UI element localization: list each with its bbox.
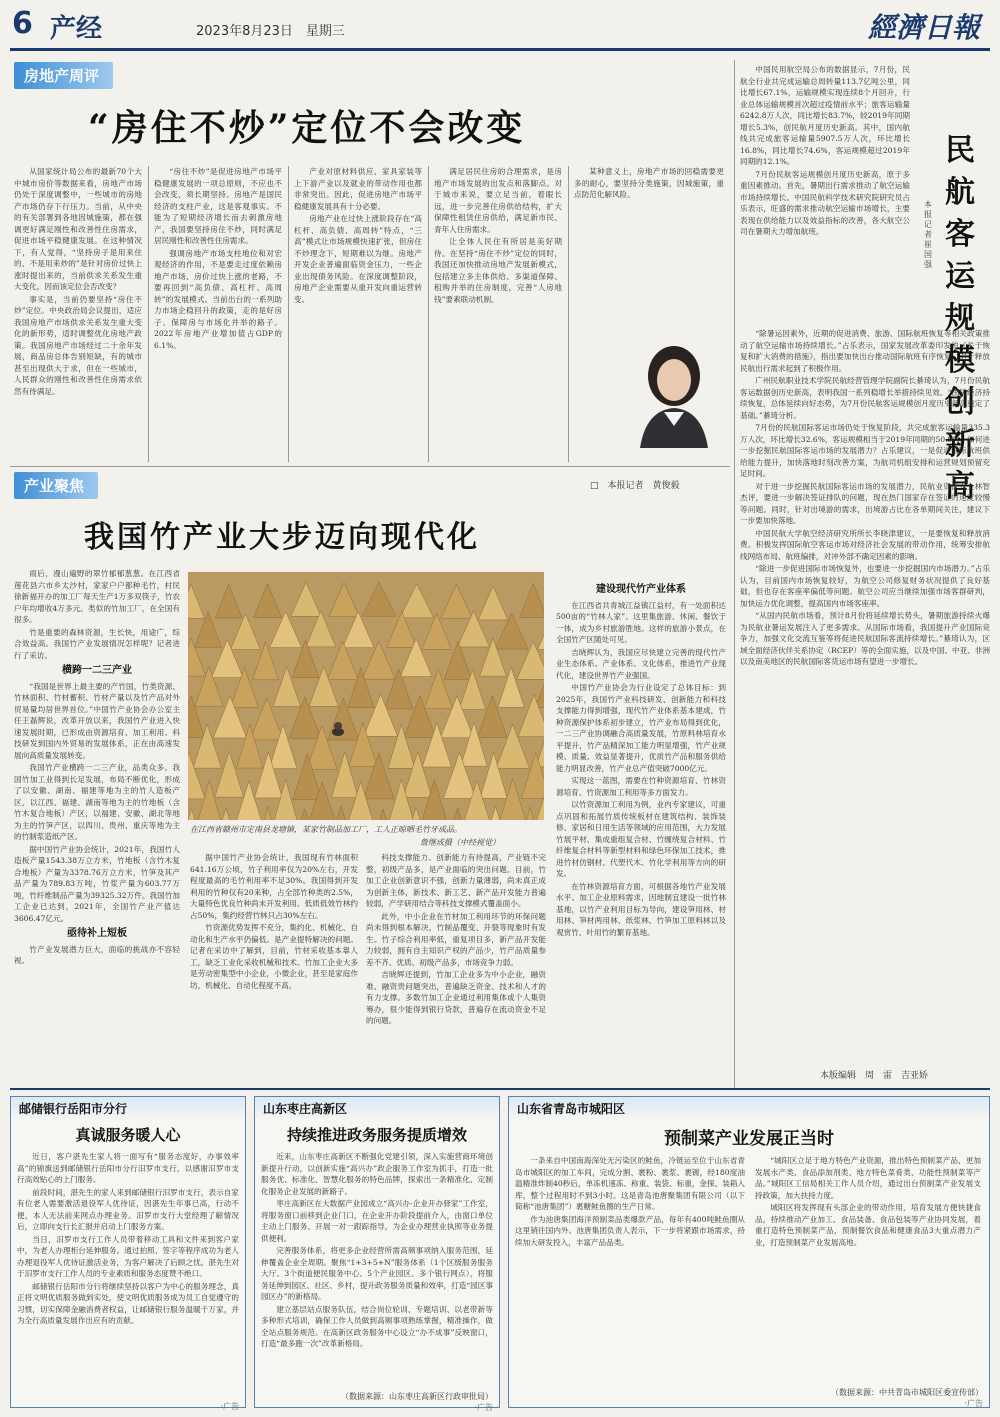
bamboo-paragraph: 竹产业发展潜力巨大，面临的挑战亦不容轻视。 — [14, 944, 180, 965]
re-column-4 — [434, 166, 562, 462]
re-column-5 — [574, 166, 724, 326]
re-paragraph: 产业对原材料供应、家具家装等上下游产业以及就业的带动作用也都非常突出。因此，促进房地产市场平稳健康发展具有十分必要。 — [294, 167, 422, 211]
headline-bamboo: 我国竹产业大步迈向现代化 — [84, 520, 480, 555]
ad-mark: ·广告 — [220, 1402, 239, 1411]
ad-tag: 邮储银行岳阳市分行 — [11, 1097, 245, 1120]
ads-rule — [10, 1088, 990, 1090]
ad-body — [11, 1151, 245, 1401]
aviation-column-main — [740, 328, 990, 1062]
column-rule — [288, 166, 289, 462]
aviation-column-top — [740, 64, 910, 324]
ad-title: 真诚服务暖人心 — [75, 1126, 181, 1144]
photo-caption — [190, 824, 546, 835]
bamboo-paragraph: 据中国竹产业协会统计，2021年，我国竹人造板产量1543.38万立方米，竹地板（含竹木复合地板）产量为3378.76万立方米，竹笋及其产品产量为789.83万吨，竹浆产量为603.77万吨，竹纤维制品产量为39325.32万件。我国竹加工企业已达到，2021年，全国竹产业产值达3606.47亿元。 — [14, 844, 180, 923]
sidebar-rule — [734, 60, 735, 1088]
ad-paragraph: 邮储银行岳阳市分行将继续坚持以客户为中心的服务理念，真正将文明优质服务做到实处，使文明优质服务成为员工自觉遵守的习惯，切实保障金融消费者权益，让邮储银行服务温暖千万家，并为全行高质量发展作出应有的贡献。 — [17, 1281, 239, 1325]
photo-credit: 詹继成摄（中经视觉） — [420, 838, 500, 847]
aviation-paragraph: 中国民航大学航空经济研究所所长李晓津建议，一是要恢复和释放消费。积极发挥国际航空客运市场对经济社会发展的带动作用，统筹安排航线网络布局、航班编排，对冲外部不确定因素的影响。 — [740, 528, 990, 561]
subheading-2: 亟待补上短板 — [67, 928, 127, 939]
aviation-byline: 本报记者 崔国强 — [924, 200, 940, 269]
ad-chengyang — [508, 1096, 990, 1408]
ad-mark: ·广告 — [964, 1399, 983, 1408]
bamboo-paragraph: 此外，中小企业在竹材加工利用环节的环保问题尚未得到根本解决，竹制品覆变、开裂等现象时有发生。竹子综合利用率低，重复项目多，新产品开发能力较弱，拥有自主知识产权的产品少，竹产品质量参差不齐、优质、初级产品多，市场竞争力弱。 — [366, 911, 546, 967]
ad-paragraph: 建立基层站点服务队伍，结合岗位轮训、专题培训、以老带新等多种形式培训，确保工作人员做到高频事项熟练掌握，精准操作，做全站点服务规范。在高新区政务服务中心设立“办不成事”反映窗口，打造“最多跑一次”改革新格局。 — [261, 1304, 493, 1348]
column-rule — [568, 166, 569, 462]
ad-paragraph: 完善服务体系，将更多企业经营所需高频事项纳入服务范围，延伸覆盖企业全周期。聚焦“1+3+5+N”服务体系（1个区级服务服务大厅、3个街道便民服务中心、5个产业园区、多个银行网点），将服务延伸到园区、社区、乡村，提升政务服务质量和效率，打造“园区事园区办”的新格局。 — [261, 1246, 493, 1301]
aviation-paragraph: 7月份的民航国际客运市场仍处于恢复阶段，共完成旅客运输量335.3万人次，环比增长32.6%，客运规模相当于2019年同期的50.9%。如何进一步挖掘民航国际客运市场的发展潜力？占乐建议，一是促进国际航班供给能力提升，加快落地时刻改善方案，为航司机组安排和运营规划预留充足时间。 — [740, 423, 990, 478]
bamboo-paragraph: 以竹资源加工利用为例，业内专家建议，可重点巩固和拓展竹质传统板材在建筑结构、装饰装修、家居和日用生活等领域的应用范围，大力发展竹展平材、集成重组复合材、竹缠绕复合材料、竹纤维复合材料等新型材料和绿色环保加工技术，推进竹材仿钢材、代塑代木、竹化学利用等方向的研发。 — [556, 800, 726, 878]
ad-zaozhuang — [254, 1096, 500, 1412]
author-portrait — [626, 330, 722, 448]
ad-title: 持续推进政务服务提质增效 — [286, 1126, 467, 1144]
aviation-headline: 民航客运规模创新高 — [945, 133, 975, 504]
aviation-paragraph: “从国内民航市场看，预计8月份将延续增长势头，暑期旅游持续火爆为民航业暑运发展注入了更多需求。从国际市场看，我国提升产业国际竞争力，加强文化交流互鉴等将促进民航国际客流持续增长。”綦琦认为，区域全面经济伙伴关系协定（RCEP）等的全面实施，以及中国、中亚、非洲以及南美地区的民航国际客货运市场有望进一步增长。 — [740, 611, 990, 666]
bamboo-paragraph: 据中国竹产业协会统计，我国现有竹林面积641.16万公顷，竹子利用率仅为20%左右，开发程度最高的毛竹利用率不足30%。我国得到开发利用的竹种仅有20来种，占全部竹种类的2.5%，大量特色优良竹种尚未开发利用。低质低效竹林约占50%，集约经营竹林只占30%左右。 — [190, 853, 358, 920]
re-column-2 — [154, 166, 282, 462]
bamboo-paragraph: 在竹林资源培育方面，可根据各地竹产业发展水平、加工企业原料需求，因地制宜建设一批竹林基地，以竹产业利用目标为导向，建设笋用林、材用林、笋材两用林、纸浆林、竹笋加工原料林以及观赏竹、叶用竹的繁育基地。 — [556, 881, 726, 937]
re-column-3 — [294, 166, 422, 462]
banner-real-estate: 房地产周评 — [14, 62, 113, 89]
ad-body-col — [515, 1155, 745, 1387]
section-title: 产经 — [50, 14, 103, 44]
re-paragraph: 房地产业在过快上涨阶段存在“高杠杆、高负债、高周转”特点，“三高”模式让市场规模快速扩张，但房住不炒理念下，短期难以为继。房地产开发企业普遍面临资金压力，一些企业出现债务风险。在深度调整阶段，房地产企业需要从重开发向重运营转变。 — [294, 214, 422, 304]
bamboo-drying-photo — [188, 572, 544, 820]
aviation-paragraph: “除暑运因素外，近期的促进消费、旅游、国际航班恢复等相关政策推动了航空运输市场持续增长。”占乐表示，国家发展改革委印发的《关于恢复和扩大消费的措施》，指出要加快出台推动国际航班有序恢复，对于释放民航出行需求起到了积极作用。 — [740, 329, 990, 373]
bamboo-paragraph: “我国是世界上最主要的产竹国，竹类资源、竹林面积、竹材蓄积、竹材产量以及竹产品对外贸易量均居世界首位。”中国竹产业协会办公室主任王磊辉说，改革开放以来，我国竹产业进入快速发展时期，已形成由资源培育、加工利用、科技研发到国内外贸易的发展体系，正在由高速发展向高质量发展转变。 — [14, 681, 180, 760]
subheading-3: 建设现代竹产业体系 — [596, 584, 686, 595]
re-paragraph: 强调房地产市场支柱地位和对宏观经济的作用，不是要走过度依赖房地产市场、房价过快上涨的老路，不要再回到“高负债、高杠杆、高周转”的发展模式。当前出台的一系列助力市场企稳回升的政策，走的是好房子、保障房与市场化并举的路子。2022年房地产业增加值占GDP的6.1%。 — [154, 248, 282, 350]
issue-date: 2023年8月23日 星期三 — [196, 24, 345, 39]
bamboo-paragraph: 我国竹产业横跨一二三产业，品类众多。我国竹加工业得到长足发展，布局不断优化，形成了以安徽、湖南、福建等地为主的竹人造板产区，以江西、福建、湖南等地为主的竹地板（含竹木复合地板）产区，以福建、安徽、湖北等地为主的竹笋产区，以四川、贵州、重庆等地为主的竹制浆造纸产区。 — [14, 763, 180, 841]
bamboo-paragraph: 吉晓辉认为，我国应尽快建立完善的现代竹产业生态体系、产业体系、文化体系，推进竹产业现代化，建设世界竹产业强国。 — [556, 647, 726, 680]
ad-mark: ·广告 — [474, 1403, 493, 1412]
ad-tag: 山东省青岛市城阳区 — [509, 1097, 989, 1120]
ad-body — [255, 1151, 499, 1391]
caption-text: 在江西省赣州市定南县龙塘镇，某家竹制品加工厂，工人正晾晒毛竹牙成品。 — [190, 825, 462, 834]
bamboo-column-1 — [14, 568, 180, 1078]
ad-paragraph: 近来，山东枣庄高新区不断强化党建引领，深入实施营商环境创新提升行动，以创新实施“高兴办”政企服务工作室为抓手，打造一批服务优、标准化、智慧化服务的特色品牌，探索出一条精准化、定制化服务企业发展的新路子。 — [261, 1152, 493, 1196]
re-paragraph: 让全体人民住有所居是美好期待。在坚持“房住不炒”定位的同时，我国还加快推动房地产发展新模式，包括建立多主体供给、多渠道保障、租购并举的住房制度，完善“人房地钱”要素联动机制。 — [434, 237, 562, 304]
banner-industry-focus: 产业聚焦 — [14, 472, 98, 499]
column-rule — [148, 166, 149, 462]
section-rule — [10, 466, 730, 467]
re-paragraph: 从国家统计局公布的最新70个大中城市房价等数据来看，房地产市场仍处于深度调整中，一些城市的房地产市场仍存下行压力。当前，从中央的有关部署到各地因城施策，都在强调更好满足刚性和改善性住房需求，促进市场平稳健康发展。在这种情况下，有人觉得，“坚持房子是用来住的、不是用来炒的”是针对房价过快上涨时提出来的，当前供求关系发生重大变化，因而该定位会否改变？ — [14, 167, 142, 291]
bamboo-paragraph: 科技支撑能力、创新能力有待提高，产业链不完整，初级产品多，是产业面临的突出问题。目前，竹加工企业创新意识不强，创新力量薄弱，尚未真正成为创新主体，新技术、新工艺、新产品开发能力普遍较弱，产学研用结合等科技支撑模式覆盖面小。 — [366, 853, 546, 908]
bamboo-paragraph: 在江西省共青城江益镇江益村，有一处面积达500亩的“竹林人家”。这里集旅游、休闲、餐饮于一体，成为乡村旅游胜地。这样的旅游小景点，在全国竹产区随处可见。 — [556, 600, 726, 644]
ad-title: 预制菜产业发展正当时 — [664, 1129, 834, 1149]
ad-paragraph: 作为池唐集团海洋预制菜品类爆款产品，每年有400吨鲑鱼圈从这里销往国内外。池唐集团负责人表示，下一步将紧跟市场需求，持续加大研发投入，丰富产品品类。 — [515, 1214, 745, 1247]
author-signature: 范静 — [680, 432, 702, 445]
ad-paragraph: 城阳区将发挥现有头部企业的带动作用，培育发展方便快捷食品，持续推动产业加工、食品装备、食品包装等产业协同发展，着重打造特色预制菜产品，预制餐饮食品和健康食品3大重点潜力产业，打造预制菜产业发展高地。 — [755, 1203, 981, 1247]
aviation-paragraph: 对于进一步挖掘民航国际客运市场的发展潜力，民航业资深人士林智杰评，要进一步解决签证排队的问题，现在热门国家存在签证的速度较慢等问题。同时，针对出境游的需求，出境游占比在各单期间关注，建议下一步要加快落地。 — [740, 481, 990, 525]
ad-postal-bank — [10, 1096, 246, 1411]
aviation-paragraph: 7月份民航客运规模创月度历史新高，原于多重因素推动。首先，暑期出行需求推动了航空运输市场持续增长。中国民航科学技术研究院研究员占乐表示，旺盛的需求推动航空运输市场增长，主要表现在供给能力以及效益指标的改善，各大航空公司在暑期大力增加航班。 — [740, 169, 910, 236]
ad-body — [509, 1155, 989, 1387]
re-column-5b — [574, 330, 624, 460]
newspaper-logo: 經濟日報 — [867, 11, 980, 44]
bamboo-column-3 — [366, 852, 546, 1078]
ad-paragraph: “城阳区立足于地方特色产业资源，推出特色预制菜产品，更加发展水产类、食品添加剂类、地方特色菜肴类、功能性预制菜等产品。”城阳区工信局相关工作人员介绍，通过出台预制菜产业发展支持政策，加大扶持力度。 — [755, 1156, 981, 1200]
ad-paragraph: 一条来自中国南海深处无污染区的鲑鱼，冷链运至位于山东省青岛市城阳区的加工车间，完成分割、裹粉、裹浆、裹镀，经180度油温精准炸制40秒后，单冻机速冻、称重、装袋、标重，金探、装箱入库，整个过程用时不到3小时。这是青岛池唐聚集团有限公司（以下简称“池唐集团”）裹糖鲑鱼圈的生产日常。 — [515, 1156, 745, 1211]
re-paragraph: 某种意义上，房地产市场的回稳需要更多的耐心，要坚持分类施策，因城施策，重点防范化解风险。 — [574, 167, 724, 199]
bamboo-column-2 — [190, 852, 358, 1078]
ad-paragraph: 近日，客户湛先生家人将一面写有“服务态度好，办事效率高”的锦旗送到邮储银行岳阳市分行汨罗市支行，以感谢汨罗市支行高效贴心的上门服务。 — [17, 1152, 239, 1184]
page-editors: 本版编辑 周 雷 吉亚娇 — [820, 1071, 929, 1081]
re-paragraph: 满足居民住房的合理需求，是房地产市场发展的出发点和落脚点。对于城市来说，要立足当前，着眼长远，进一步完善住房供给结构，扩大保障性租赁住房供给，满足新市民、青年人住房需求。 — [434, 167, 562, 234]
re-column-1 — [14, 166, 142, 462]
ad-paragraph: 前段时间，湛先生的家人来到邮储银行汨罗市支行，表示自家有位老人需要激活退役军人优待证，因湛先生年事已高，行动不便，本人无法前来网点办理业务。汨罗市支行大堂经理了解情况后，立即向支行长汇报并启动上门服务方案。 — [17, 1187, 239, 1231]
bamboo-paragraph: 吉晓辉还提到，竹加工企业多为中小企业，融资难、融资贵问题突出，普遍缺乏资金、技术和人才的有力支撑。多数竹加工企业通过利用集体或个人集资筹办，很少能得到银行贷款，普遍存在流动资金不足的问题。 — [366, 970, 546, 1025]
ad-paragraph: 当日，汨罗市支行工作人员带着移动工具和文件来到客户家中，为老人办理柜台延伸服务。通过拍照、签字等程序成功为老人办理退役军人优待证激活业务，为客户解决了后顾之忧。湛先生对于汨罗市支行工作人员的专业素质和服务态度赞不绝口。 — [17, 1234, 239, 1278]
ad-body-col — [755, 1155, 981, 1387]
subheading-1: 横跨一二三产业 — [62, 665, 132, 676]
re-paragraph: 事实是，当前仍要坚持“房住不炒”定位。中央政治局会议提出，适应我国房地产市场供求关系发生重大变化的新形势，适时调整优化房地产政策。我国房地产市场经过二十余年发展，商品房总体告别短缺，有的城市甚至出现供大于求，但在一些城市，人民群众的刚性和改善性住房需求依然有待满足。 — [14, 294, 142, 396]
page-number: 6 — [12, 6, 33, 41]
aviation-paragraph: “除进一步促进国际市场恢复外，也要进一步挖掘国内市场潜力。”占乐认为，目前国内市场恢复较好，为航空公司修复财务状况提供了良好基础，但也存在客座率偏低等问题。航空公司应当继续加强市场客群研判，加快运力优化调整，提高国内市场客座率。 — [740, 564, 990, 608]
aviation-paragraph: 广州民航职业技术学院民航经营管理学院副院长綦琦认为，7月份民航客运数据创历史新高，表明我国一系列稳增长举措持续见效。“国民经济持续恢复，总体延续向好态势，为7月份民航客运规模创月度历史新高奠定了基础。”綦琦分析。 — [740, 376, 990, 420]
ad-tag: 山东枣庄高新区 — [255, 1097, 499, 1120]
bamboo-paragraph: 中国竹产业协会为行业设定了总体目标：到2025年，我国竹产业科技研发、创新能力和科技支撑能力得到增强，现代竹产业体系基本建成，竹种资源保护体系初步建立，竹产业布局得到优化，一二三产业协调融合高质量发展，竹原料林培育水平提升，竹产品精深加工能力明显增强，竹产业规模、质量、效益显著提升，优质竹产品和服务供给能力明显改善，竹产业总产值突破7000亿元。 — [556, 683, 726, 773]
bamboo-paragraph: 竹是重要的森林资源，生长快，用途广，综合效益高。我国竹产业发展情况怎样呢？记者进行了采访。 — [14, 627, 180, 660]
headline-real-estate: “房住不炒”定位不会改变 — [88, 107, 526, 149]
ad-source: （数据来源：山东枣庄高新区行政审批局） — [341, 1392, 493, 1401]
aviation-paragraph: 中国民用航空局公布的数据显示，7月份，民航全行业共完成运输总周转量113.7亿吨公里，同比增长67.1%，运输规模实现连续8个月回升，行业总体运输规模首次超过疫情前水平；旅客运输量6242.8万人次，同比增长83.7%，较2019年同期增长5.3%，创民航月度历史新高。其中，国内航线共完成旅客运输量5907.5万人次，环比增长16.8%，同比增长74.6%，客运规模超过2019年同期的12.1%。 — [740, 65, 910, 166]
bamboo-reporter: □ 本报记者 黄俊毅 — [590, 481, 680, 491]
bamboo-paragraph: 雨后，漫山遍野的翠竹郁郁葱葱。在江西省莲花县六市乡太沙村，家家户户都种毛竹，村民徐新福开办的加工厂每天生产1万多双筷子，竹农户年均增收4万多元。类似的竹加工厂，在全国有很多。 — [14, 569, 180, 624]
bamboo-paragraph: 竹资源优势发挥不充分，集约化、机械化、自动化和生产水平仍偏低。是产业提特解决的问题。记者在采访中了解到，目前，竹材采收基本靠人工，缺乏工业化采收机械和技术。竹加工企业大多是劳动密集型中小企业，小微企业，甚至是家庭作坊，机械化、自动化程度不高。 — [190, 923, 358, 990]
column-rule — [428, 166, 429, 462]
bamboo-paragraph: 实现这一蓝图，需要在竹种资源培育、竹林资源培育、竹资源加工利用等多方面发力。 — [556, 776, 726, 797]
ad-source: （数据来源：中共青岛市城阳区委宣传部） — [831, 1388, 983, 1397]
ad-paragraph: 枣庄高新区在大数据产业园成立“高兴办·企业开办驿家”工作室，将服务窗口前移到企业门口，在企业开办阶段提前介入，由窗口单位主动上门服务、开展一对一跟踪指导，为企业办理营业执照等业务提供便利。 — [261, 1199, 493, 1243]
bamboo-column-4 — [556, 580, 726, 1078]
header-rule — [10, 48, 990, 51]
re-paragraph: “房住不炒”是促进房地产市场平稳健康发展的一项总原则，不应也不会改变，须长期坚持。房地产是国民经济的支柱产业，这是客观事实。不能为了短期经济增长而去刺激房地产，我国要坚持房住不炒，同时满足居民刚性和改善性住房需求。 — [154, 167, 282, 245]
